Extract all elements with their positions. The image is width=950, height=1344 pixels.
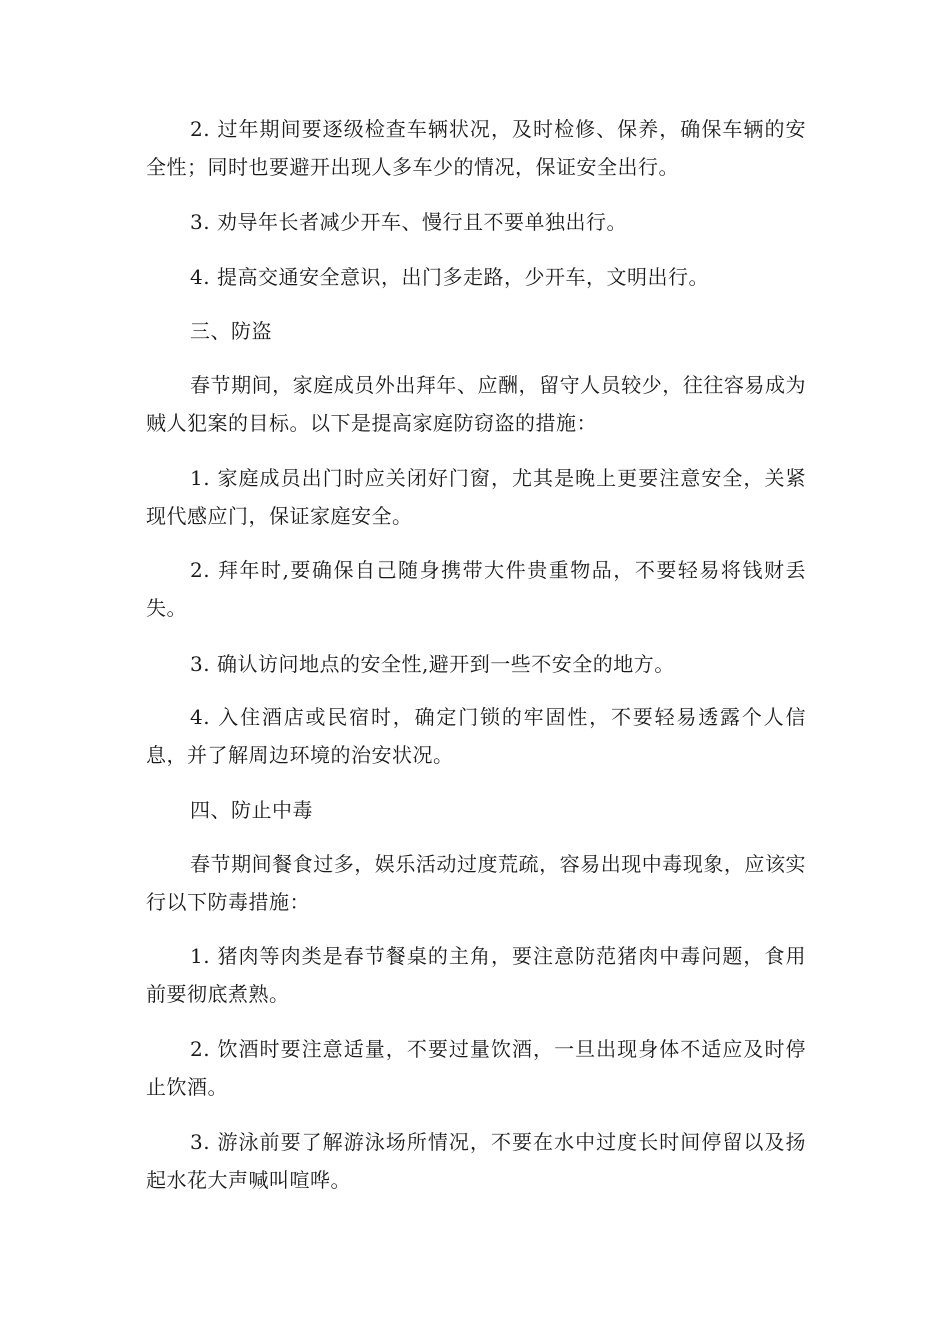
list-item-pork-cooking: 1. 猪肉等肉类是春节餐桌的主角，要注意防范猪肉中毒问题，食用前要彻底煮熟。 bbox=[146, 944, 806, 1006]
list-item-valuables: 2. 拜年时,要确保自己随身携带大件贵重物品，不要轻易将钱财丢失。 bbox=[146, 558, 806, 620]
list-item-close-doors: 1. 家庭成员出门时应关闭好门窗，尤其是晚上更要注意安全，关紧现代感应门，保证家庭安全。 bbox=[146, 466, 806, 528]
list-item-hotel-security: 4. 入住酒店或民宿时，确定门锁的牢固性，不要轻易透露个人信息，并了解周边环境的治安状况。 bbox=[146, 705, 806, 767]
list-item-swimming: 3. 游泳前要了解游泳场所情况，不要在水中过度长时间停留以及扬起水花大声喊叫喧哗。 bbox=[146, 1130, 806, 1192]
list-item-drinking: 2. 饮酒时要注意适量，不要过量饮酒，一旦出现身体不适应及时停止饮酒。 bbox=[146, 1037, 806, 1099]
list-item-traffic-awareness: 4. 提高交通安全意识，出门多走路，少开车，文明出行。 bbox=[190, 265, 709, 289]
section-heading-theft-prevention: 三、防盗 bbox=[190, 319, 272, 343]
list-item-elderly-driving: 3. 劝导年长者减少开车、慢行且不要单独出行。 bbox=[190, 210, 627, 234]
list-item-vehicle-check: 2. 过年期间要逐级检查车辆状况，及时检修、保养，确保车辆的安全性；同时也要避开出现人多车少的情况，保证安全出行。 bbox=[146, 117, 806, 179]
paragraph-theft-intro: 春节期间，家庭成员外出拜年、应酬，留守人员较少，往往容易成为贼人犯案的目标。以下是提高家庭防窃盗的措施： bbox=[146, 373, 806, 435]
paragraph-poison-intro: 春节期间餐食过多，娱乐活动过度荒疏，容易出现中毒现象，应该实行以下防毒措施： bbox=[146, 852, 806, 914]
list-item-safe-location: 3. 确认访问地点的安全性,避开到一些不安全的地方。 bbox=[190, 652, 675, 676]
section-heading-poison-prevention: 四、防止中毒 bbox=[190, 798, 313, 822]
